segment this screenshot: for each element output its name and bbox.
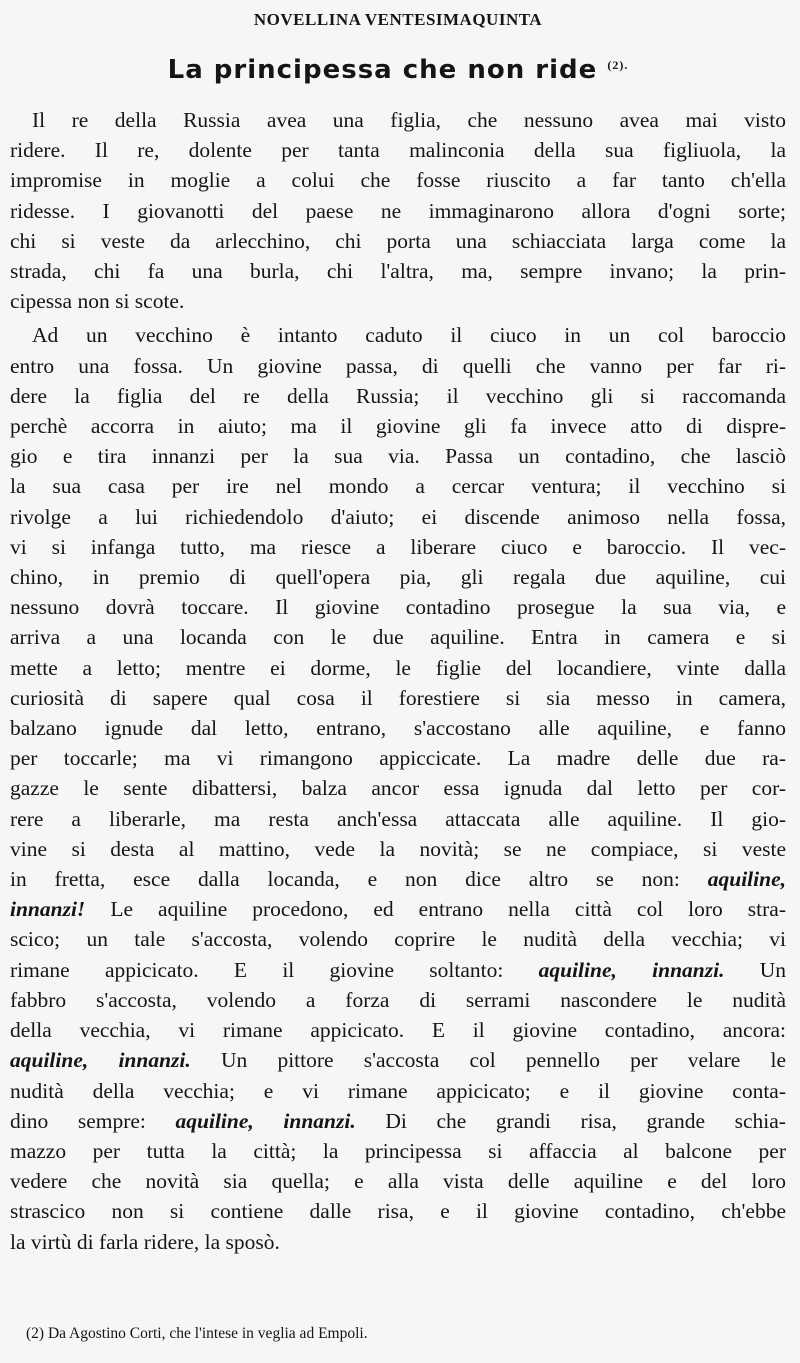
text-line: [10, 1045, 786, 1075]
text-line: vi si infanga tutto, ma riesce a liberare ciuco e baroccio. Il vec-: [10, 534, 786, 559]
text-segment: dino sempre:: [10, 1108, 146, 1133]
text-line: ridesse. I giovanotti del paese ne immaginarono allora d'ogni sorte;: [10, 198, 786, 223]
text-line: impromise in moglie a colui che fosse riuscito a far tanto ch'ella: [10, 168, 786, 193]
text-line: dere la figlia del re della Russia; il vecchino gli si raccomanda: [10, 383, 786, 408]
text-line: balzano ignude dal letto, entrano, s'accostano alle aquiline, e fanno: [10, 716, 786, 741]
italic-phrase: innanzi!: [10, 897, 86, 922]
text-line: arriva a una locanda con le due aquiline. Entra in camera e si: [10, 625, 786, 650]
paragraph-1: [10, 105, 786, 316]
text-line: Il re della Russia avea una figlia, che nessuno avea mai visto: [32, 108, 786, 132]
italic-phrase: aquiline, innanzi.: [10, 1048, 191, 1073]
text-segment: Un: [759, 957, 786, 982]
footnote-reference: (2).: [607, 58, 629, 72]
text-line: chino, in premio di quell'opera pia, gli regala due aquiline, cui: [10, 565, 786, 590]
text-line: la virtù di farla ridere, la sposò.: [10, 1229, 280, 1254]
text-line: per toccarle; ma vi rimangono appiccicate. La madre delle due ra-: [10, 746, 786, 771]
text-line: perchè accorra in aiuto; ma il giovine gli fa invece atto di dispre-: [10, 414, 786, 439]
text-line: [10, 864, 786, 894]
italic-phrase: aquiline, innanzi.: [538, 957, 725, 982]
text-line: mette a letto; mentre ei dorme, le figlie del locandiere, vinte dalla: [10, 655, 786, 680]
text-line: vine si desta al mattino, vede la novità; se ne compiace, si veste: [10, 836, 786, 861]
text-line: strascico non si contiene dalle risa, e il giovine contadino, ch'ebbe: [10, 1199, 786, 1224]
text-line: fabbro s'accosta, volendo a forza di serrami nascondere le nudità: [10, 987, 786, 1012]
text-line: mazzo per tutta la città; la principessa si affaccia al balcone per: [10, 1138, 786, 1163]
text-line: scico; un tale s'accosta, volendo coprire le nudità della vecchia; vi: [10, 927, 786, 952]
text-line: [10, 955, 786, 985]
text-line: entro una fossa. Un giovine passa, di quelli che vanno per far ri-: [10, 353, 786, 378]
text-line: chi si veste da arlecchino, chi porta una schiacciata larga come la: [10, 228, 786, 253]
text-line: [10, 1106, 786, 1136]
text-line: curiosità di sapere qual cosa il forestiere si sia messo in camera,: [10, 685, 786, 710]
text-line: cipessa non si scote.: [10, 289, 185, 314]
text-segment: Le aquiline procedono, ed entrano nella città col loro stra-: [110, 897, 787, 922]
text-segment: rimane appicicato. E il giovine soltanto:: [10, 957, 504, 982]
text-line: strada, chi fa una burla, chi l'altra, ma, sempre invano; la prin-: [10, 259, 786, 284]
text-segment: Un pittore s'accosta col pennello per velare le: [220, 1048, 786, 1073]
text-line: nessuno dovrà toccare. Il giovine contadino prosegue la sua via, e: [10, 595, 786, 620]
italic-phrase: aquiline, innanzi.: [175, 1108, 356, 1133]
footnote: (2) Da Agostino Corti, che l'intese in veglia ad Empoli.: [26, 1325, 368, 1342]
text-segment: Di che grandi risa, grande schia-: [385, 1108, 786, 1133]
story-title: [10, 50, 786, 85]
text-line: la sua casa per ire nel mondo a cercar ventura; il vecchino si: [10, 474, 786, 499]
story-title-text: La principessa che non ride: [167, 55, 598, 85]
paragraph-2: [10, 320, 786, 1256]
text-line: ridere. Il re, dolente per tanta malinconia della sua figliuola, la: [10, 138, 786, 163]
text-line: rere a liberarle, ma resta anch'essa attaccata alle aquiline. Il gio-: [10, 806, 786, 831]
text-line: vedere che novità sia quella; e alla vista delle aquiline e del loro: [10, 1169, 786, 1194]
text-line: rivolge a lui richiedendolo d'aiuto; ei discende animoso nella fossa,: [10, 504, 786, 529]
story-body: [10, 105, 786, 1257]
text-line: nudità della vecchia; e vi rimane appicicato; e il giovine conta-: [10, 1078, 786, 1103]
text-line: della vecchia, vi rimane appicicato. E il giovine contadino, ancora:: [10, 1018, 786, 1043]
text-line: [10, 894, 786, 924]
text-line: Ad un vecchino è intanto caduto il ciuco in un col baroccio: [32, 323, 786, 348]
text-line: gio e tira innanzi per la sua via. Passa un contadino, che lasciò: [10, 444, 786, 469]
running-head: NOVELLINA VENTESIMAQUINTA: [253, 10, 543, 29]
italic-phrase: aquiline,: [707, 867, 787, 892]
text-segment: in fretta, esce dalla locanda, e non dice altro se non:: [10, 867, 680, 892]
text-line: gazze le sente dibattersi, balza ancor essa ignuda dal letto per cor-: [10, 776, 786, 801]
